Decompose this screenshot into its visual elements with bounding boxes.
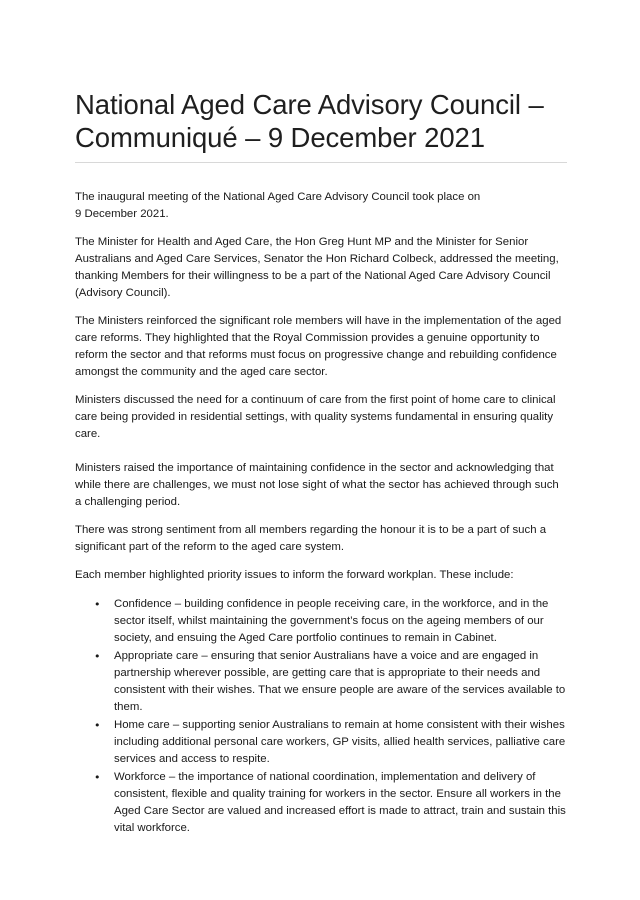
paragraph-ministers-address: The Minister for Health and Aged Care, the Hon Greg Hunt MP and the Minister for Senior Australians and Aged Care Services, Senator the Hon Richard Colbeck, addressed the meeting, thanking Members for their willingness to be a part of the National Aged Care Advisory Council (Advisory Council). xyxy=(75,236,559,299)
bullet-icon: • xyxy=(94,650,101,663)
paragraph-confidence: Ministers raised the importance of maintaining confidence in the sector and acknowledging that while there are challenges, we must not lose sight of what the sector has achieved through such a challenging period. xyxy=(75,462,559,508)
bullet-icon: • xyxy=(94,598,101,611)
paragraph-priority-intro: Each member highlighted priority issues to inform the forward workplan. These include: xyxy=(75,569,514,581)
list-item xyxy=(75,717,567,768)
title-line-1: National Aged Care Advisory Council – xyxy=(75,89,544,120)
list-item xyxy=(75,596,567,647)
document-page xyxy=(75,88,567,838)
document-body xyxy=(75,189,567,837)
list-item-text: Appropriate care – ensuring that senior Australians have a voice and are engaged in partnership wherever possible, are getting care that is appropriate to their needs and consistent with their wishes. That we ensure people are aware of the services available to them. xyxy=(114,650,566,713)
list-item xyxy=(75,648,567,716)
paragraph-intro-line-2: 9 December 2021. xyxy=(75,208,169,220)
paragraph-intro-line-1: The inaugural meeting of the National Aged Care Advisory Council took place on xyxy=(75,191,481,203)
list-item-text: Workforce – the importance of national coordination, implementation and delivery of consistent, flexible and quality training for workers in the sector. Ensure all workers in the Aged Care Sector are valued and increased effort is made to attract, train and sustain this vital workforce. xyxy=(114,771,566,834)
paragraph-sentiment: There was strong sentiment from all members regarding the honour it is to be a part of such a significant part of the reform to the aged care system. xyxy=(75,524,547,553)
list-item-text: Home care – supporting senior Australians to remain at home consistent with their wishes including additional personal care workers, GP visits, allied health services, palliative care services and access to respite. xyxy=(114,719,566,765)
bullet-icon: • xyxy=(94,771,101,784)
list-item xyxy=(75,769,567,837)
paragraph-ministers-reinforced: The Ministers reinforced the significant role members will have in the implementation of the aged care reforms. They highlighted that the Royal Commission provides a genuine opportunity to reform the sector and that reforms must focus on progressive change and rebuilding confidence amongst the community and the aged care sector. xyxy=(75,315,562,378)
bullet-icon: • xyxy=(94,719,101,732)
priority-list xyxy=(75,596,567,837)
title-divider xyxy=(75,162,567,163)
page-title xyxy=(75,88,567,154)
list-item-text: Confidence – building confidence in people receiving care, in the workforce, and in the sector itself, whilst maintaining the government’s focus on the ageing members of our society, and ensuing the Aged Care portfolio continues to remain in Cabinet. xyxy=(114,598,549,644)
title-line-2: Communiqué – 9 December 2021 xyxy=(75,122,485,153)
paragraph-intro xyxy=(75,189,567,223)
paragraph-continuum-of-care: Ministers discussed the need for a continuum of care from the first point of home care to clinical care being provided in residential settings, with quality systems fundamental in ensuring quality care. xyxy=(75,394,556,440)
